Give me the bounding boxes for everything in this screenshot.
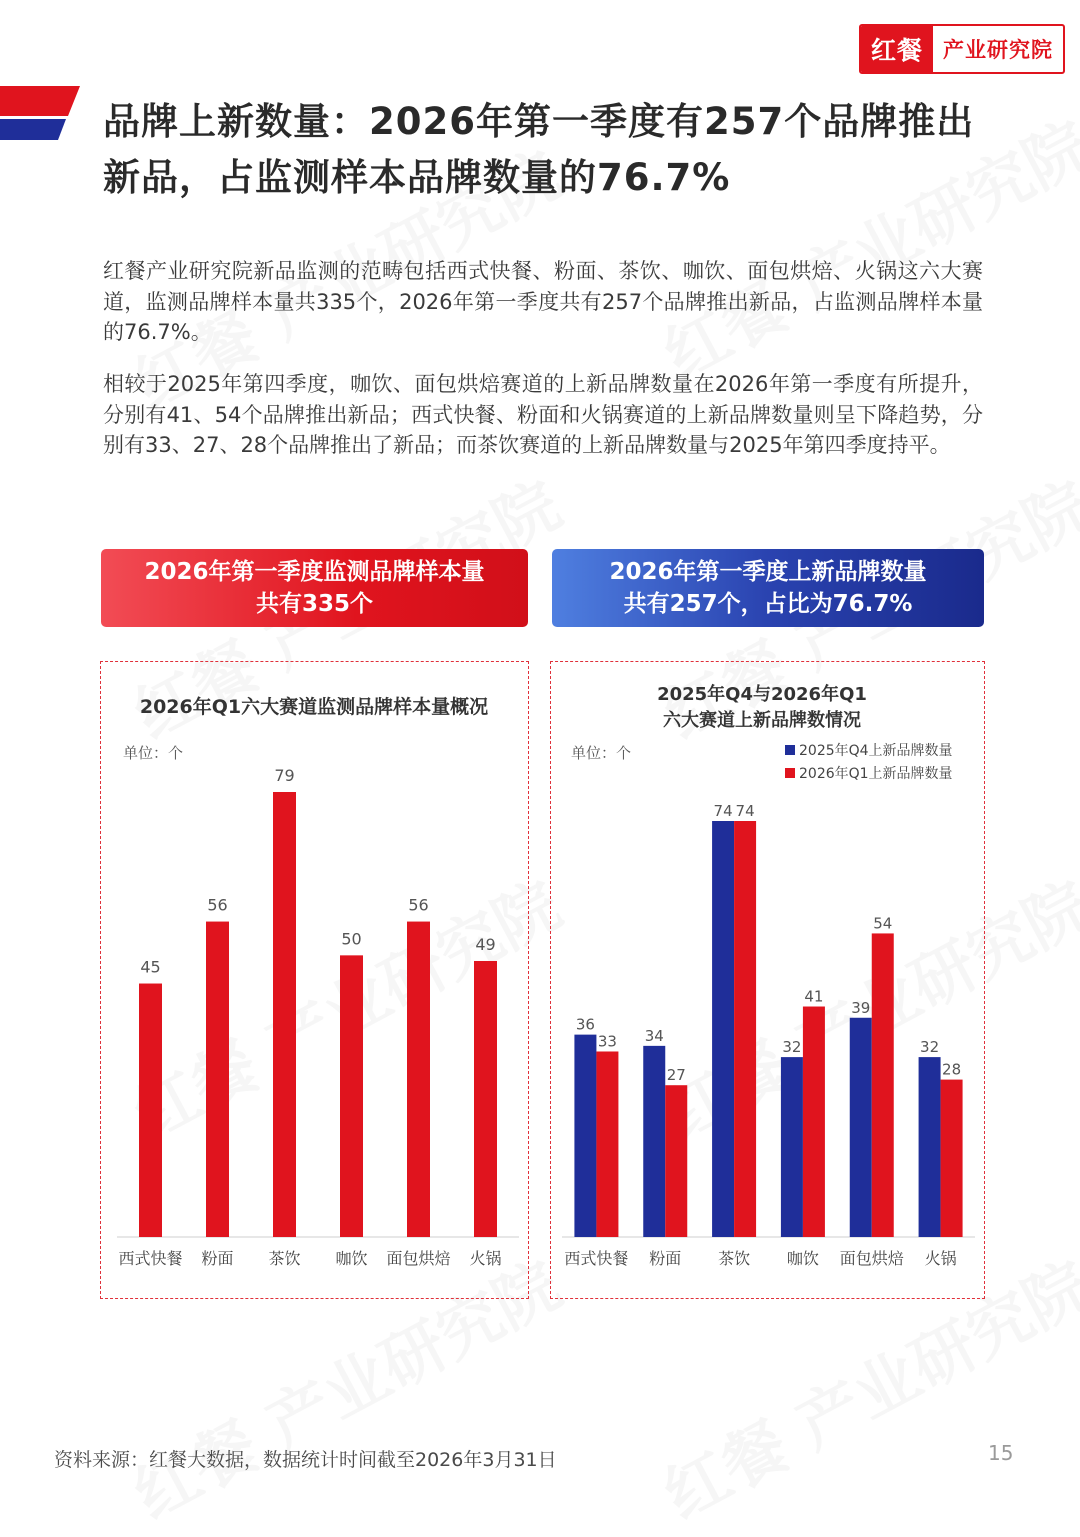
sample-size-bar-chart: [101, 662, 528, 1298]
chart1-value-label: 45: [140, 957, 161, 977]
chart1-value-label: 56: [408, 895, 429, 915]
chart1-value-label: 79: [274, 766, 295, 785]
brand-logo: [859, 24, 1065, 74]
chart2-bar-s0-1: [643, 1046, 665, 1237]
chart2-value-label: 74: [713, 802, 733, 820]
chart1-bar-0: [139, 984, 162, 1237]
chart2-bar-s0-3: [781, 1057, 803, 1237]
chart2-value-label: 32: [782, 1038, 802, 1057]
chart1-category-label: 咖饮: [335, 1249, 368, 1268]
chart2-value-label: 36: [575, 1015, 595, 1034]
chart2-category-label: 粉面: [649, 1249, 682, 1268]
chart1-category-label: 粉面: [201, 1249, 234, 1268]
chart2-title-line1: 2025年Q4与2026年Q1: [657, 684, 867, 705]
chart1-value-label: 49: [475, 934, 496, 954]
new-brand-comparison-bar-chart: [551, 662, 984, 1298]
chart1-unit-label: 单位：个: [123, 744, 184, 762]
new-brand-comparison-chart-panel: [550, 661, 985, 1299]
page-number: 15: [988, 1441, 1014, 1465]
chart2-bar-s0-5: [919, 1057, 941, 1237]
data-source-note: 资料来源：红餐大数据，数据统计时间截至2026年3月31日: [54, 1449, 557, 1471]
chart2-value-label: 41: [804, 987, 824, 1006]
chart1-bar-4: [407, 922, 430, 1237]
sample-size-banner-line1: 2026年第一季度监测品牌样本量: [144, 559, 485, 585]
chart2-bar-s1-1: [665, 1085, 687, 1237]
chart2-value-label: 28: [942, 1060, 962, 1079]
legend-label-q4: 2025年Q4上新品牌数量: [799, 743, 953, 759]
chart1-value-label: 50: [341, 929, 362, 949]
legend-swatch-q1: [785, 768, 795, 778]
logo-text: 产业研究院: [943, 38, 1054, 62]
chart2-category-label: 西式快餐: [564, 1249, 629, 1268]
chart2-bar-s0-0: [574, 1035, 596, 1237]
sample-size-banner: [101, 549, 528, 627]
chart2-bar-s1-5: [941, 1080, 963, 1237]
chart2-value-label: 32: [920, 1038, 940, 1057]
chart1-category-label: 面包烘焙: [386, 1249, 451, 1268]
chart1-category-label: 茶饮: [268, 1249, 301, 1268]
chart1-category-label: 火锅: [469, 1249, 502, 1268]
corner-flag-decoration: [0, 86, 80, 140]
legend-swatch-q4: [785, 745, 795, 755]
chart1-bar-2: [273, 792, 296, 1237]
chart1-bar-5: [474, 961, 497, 1237]
chart2-value-label: 74: [735, 802, 755, 820]
chart2-category-label: 面包烘焙: [839, 1249, 904, 1268]
chart2-category-label: 火锅: [924, 1249, 957, 1268]
chart2-value-label: 27: [666, 1066, 686, 1085]
new-product-banner-line1: 2026年第一季度上新品牌数量: [609, 559, 927, 585]
chart2-unit-label: 单位：个: [571, 744, 632, 762]
page-title: 品牌上新数量：2026年第一季度有257个品牌推出新品，占监测样本品牌数量的76.7%: [103, 100, 975, 199]
chart1-bar-1: [206, 922, 229, 1237]
sample-size-chart-panel: [100, 661, 529, 1299]
chart2-bar-s0-2: [712, 821, 734, 1237]
chart2-category-label: 咖饮: [786, 1249, 819, 1268]
chart2-title-line2: 六大赛道上新品牌数情况: [663, 710, 861, 731]
sample-size-banner-line2: 共有335个: [255, 591, 373, 617]
chart2-bar-s1-2: [734, 821, 756, 1237]
new-product-banner: [552, 549, 984, 627]
intro-paragraph: 红餐产业研究院新品监测的范畴包括西式快餐、粉面、茶饮、咖饮、面包烘焙、火锅这六大赛道，监测品牌样本量共335个，2026年第一季度共有257个品牌推出新品，占监测品牌样本量的76.7%。: [103, 259, 983, 344]
new-product-banner-line2: 共有257个，占比为76.7%: [623, 591, 913, 617]
legend-label-q1: 2026年Q1上新品牌数量: [799, 766, 953, 782]
chart1-value-label: 56: [207, 895, 228, 915]
chart2-bar-s1-4: [872, 933, 894, 1237]
chart2-bar-s1-0: [596, 1051, 618, 1237]
chart2-bar-s0-4: [850, 1018, 872, 1237]
comparison-paragraph: 相较于2025年第四季度，咖饮、面包烘焙赛道的上新品牌数量在2026年第一季度有所提升，分别有41、54个品牌推出新品；西式快餐、粉面和火锅赛道的上新品牌数量则呈下降趋势，分别有33、27、28个品牌推出了新品；而茶饮赛道的上新品牌数量与2025年第四季度持平。: [103, 372, 983, 457]
chart2-bar-s1-3: [803, 1007, 825, 1237]
chart1-category-label: 西式快餐: [118, 1249, 183, 1268]
chart2-value-label: 34: [644, 1026, 664, 1045]
chart2-category-label: 茶饮: [718, 1249, 751, 1268]
chart2-value-label: 54: [873, 914, 893, 933]
chart1-title: 2026年Q1六大赛道监测品牌样本量概况: [139, 696, 489, 718]
chart1-bar-3: [340, 955, 363, 1237]
chart2-value-label: 39: [851, 998, 871, 1017]
chart2-value-label: 33: [597, 1032, 617, 1051]
logo-mark: 红餐: [861, 26, 933, 72]
